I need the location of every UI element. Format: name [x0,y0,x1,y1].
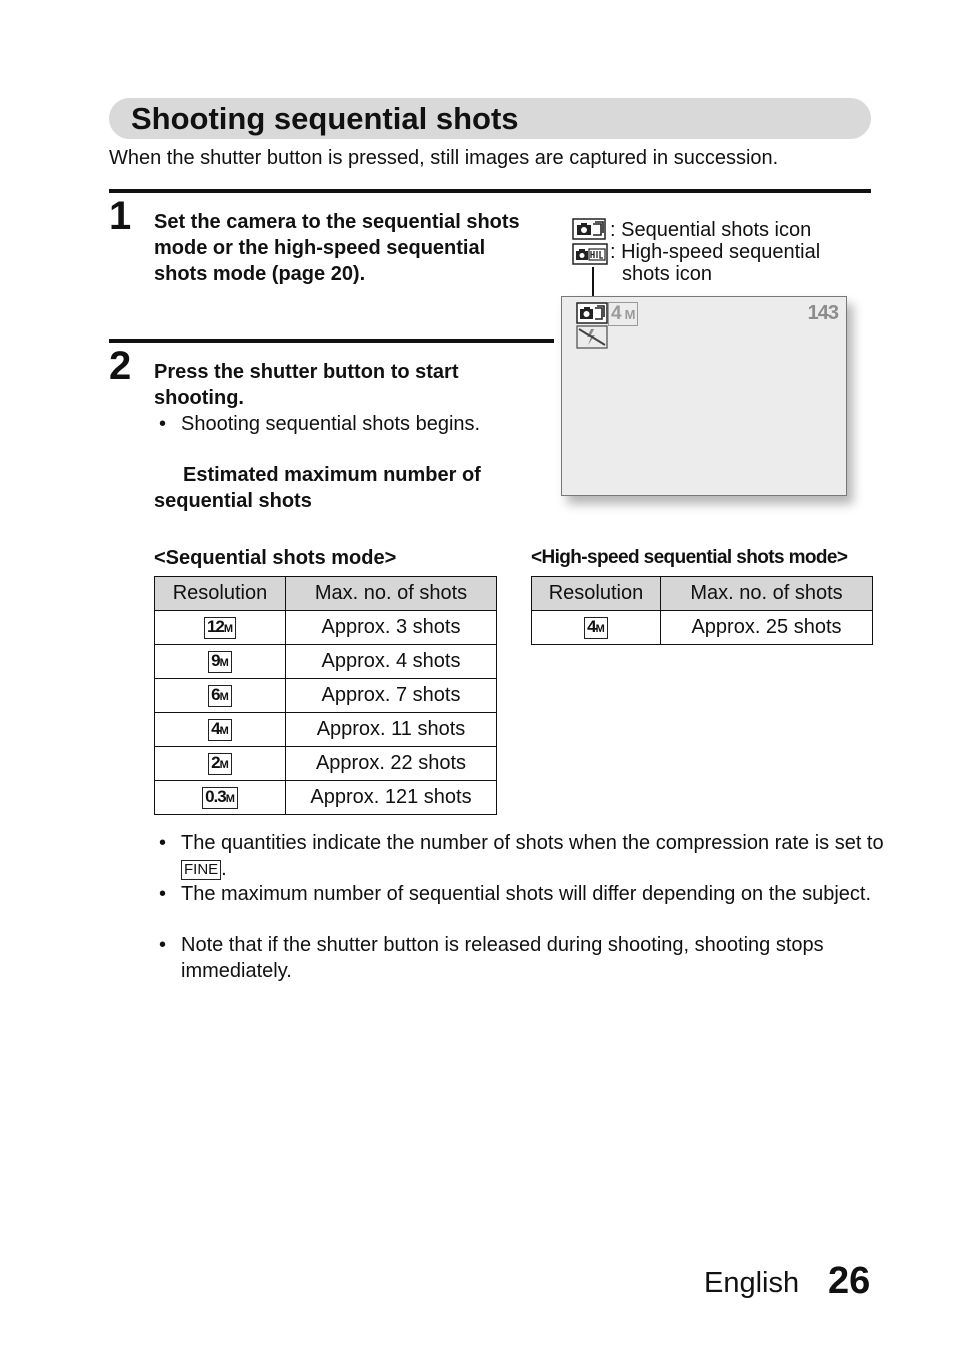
fine-quality-icon: FINE [181,860,221,880]
step2-bullet-text: Shooting sequential shots begins. [181,413,481,435]
note-2-text: The maximum number of sequential shots will differ depending on the subject. [181,883,872,905]
step2-text: Press the shutter button to start shooting. [154,361,459,409]
col-max-shots: Max. no. of shots [661,577,873,611]
estimated-heading [154,462,534,514]
hs-seq-shots-icon [572,243,608,270]
bullet-dot: • [159,832,167,854]
page-number: 26 [828,1260,871,1302]
table-row [155,781,497,815]
lcd-flash-off-icon [576,325,608,354]
resolution-9m-icon: 9M [208,651,232,673]
note-1-text: The quantities indicate the number of shots when the compression rate is set to [181,832,884,854]
hs-icon-label-2: shots icon [622,263,713,285]
table-row [155,611,497,645]
bullet-dot: • [159,883,167,905]
estimated-heading-text: Estimated maximum number of sequential shots [154,464,481,512]
lcd-res-value: 4 [611,303,622,324]
shots-cell: Approx. 25 shots [661,611,873,645]
step1-text: Set the camera to the sequential shots mode or the high-speed sequential shots mode (page 20). [154,211,520,285]
col-resolution: Resolution [155,577,286,611]
note-3-text: Note that if the shutter button is released during shooting, shooting stops immediately. [181,934,824,982]
shots-cell: Approx. 7 shots [286,679,497,713]
shots-cell: Approx. 4 shots [286,645,497,679]
lcd-shots-remaining: 143 [807,302,838,324]
seq-shots-icon-label: : Sequential shots icon [610,219,812,241]
resolution-4m-icon: 4M [208,719,232,741]
table-row [155,713,497,747]
step2-bullet [159,411,561,437]
table-header-row [155,577,497,611]
table-row [532,611,873,645]
shots-cell: Approx. 11 shots [286,713,497,747]
shots-cell: Approx. 22 shots [286,747,497,781]
table-row [155,747,497,781]
lcd-screen [561,296,847,496]
hs-table-caption: <High-speed sequential shots mode> [531,547,848,568]
note-1 [159,830,891,882]
lcd-res-unit: M [624,307,636,322]
note-1-period: . [221,858,227,880]
table-row [155,645,497,679]
bullet-dot: • [159,413,167,435]
page-title: Shooting sequential shots [131,101,519,136]
seq-shots-icon [572,218,606,245]
footer-language: English [704,1267,800,1299]
col-max-shots: Max. no. of shots [286,577,497,611]
seq-shots-table [154,576,497,815]
shots-cell: Approx. 3 shots [286,611,497,645]
shots-cell: Approx. 121 shots [286,781,497,815]
hs-shots-table [531,576,873,645]
table-row [155,679,497,713]
resolution-03m-icon: 0.3M [202,787,238,809]
col-resolution: Resolution [532,577,661,611]
step2-number: 2 [109,344,132,388]
hs-icon-label-1: : High-speed sequential [610,241,821,263]
note-2 [159,881,891,907]
resolution-12m-icon: 12M [204,617,236,639]
step2-rule [109,339,554,343]
resolution-2m-icon: 2M [208,753,232,775]
lcd-resolution-icon [608,302,638,326]
step1-number: 1 [109,194,132,238]
intro-text: When the shutter button is pressed, still images are captured in succession. [109,147,779,169]
resolution-4m-icon: 4M [584,617,608,639]
table-header-row [532,577,873,611]
bullet-dot: • [159,934,167,956]
note-3 [159,932,891,984]
seq-table-caption: <Sequential shots mode> [154,547,397,569]
section-rule-top [109,189,871,193]
resolution-6m-icon: 6M [208,685,232,707]
